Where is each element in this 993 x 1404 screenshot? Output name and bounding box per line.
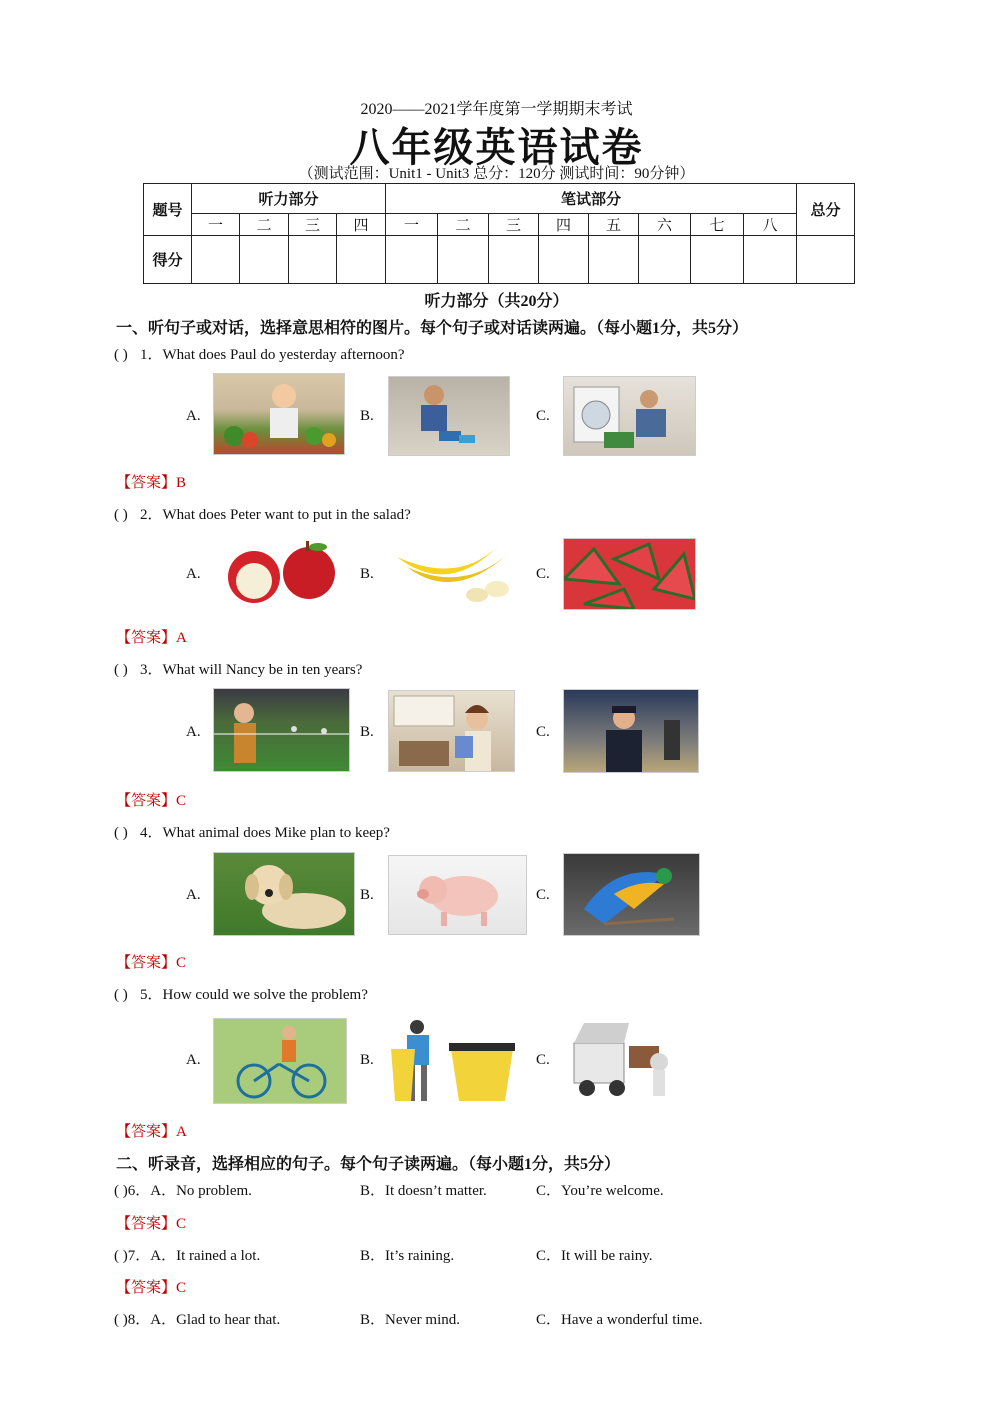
man-laundry-icon	[564, 377, 695, 455]
score-cell[interactable]	[797, 236, 855, 284]
picture-recycling[interactable]	[388, 1014, 520, 1104]
parrot-icon	[564, 854, 699, 935]
apple-icon	[214, 537, 344, 612]
section-2-title: 二、听录音，选择相应的句子。每个句子读两遍。（每小题1分，共5分）	[116, 1156, 621, 1173]
option-c-label: C.	[536, 408, 550, 424]
col-header: 六	[639, 214, 691, 236]
col-header: 五	[589, 214, 639, 236]
score-cell[interactable]	[744, 236, 797, 284]
picture-police[interactable]	[563, 689, 699, 773]
option-b-label: B.	[360, 408, 374, 424]
row-label-score: 得分	[144, 236, 192, 284]
score-cell[interactable]	[539, 236, 589, 284]
score-cell[interactable]	[192, 236, 240, 284]
score-cell[interactable]	[289, 236, 337, 284]
exam-info-line: （测试范围：Unit1 - Unit3 总分：120分 测试时间：90分钟）	[298, 166, 695, 182]
answer-6: 【答案】C	[116, 1216, 187, 1232]
picture-boy-sweeping[interactable]	[388, 376, 510, 456]
col-header: 三	[289, 214, 337, 236]
dog-icon	[214, 853, 354, 935]
answer-paren[interactable]: ( )	[114, 662, 128, 678]
question-7-option-a[interactable]: ( )7．A．It rained a lot.	[114, 1248, 261, 1264]
bicycle-icon	[214, 1019, 346, 1103]
picture-boy-cooking[interactable]	[213, 373, 345, 455]
question-7-option-b[interactable]: B．It’s raining.	[360, 1248, 455, 1264]
section-1-title: 一、听句子或对话，选择意思相符的图片。每个句子或对话读两遍。（每小题1分，共5分）	[116, 320, 749, 337]
answer-1: 【答案】B	[116, 475, 187, 491]
score-cell[interactable]	[691, 236, 744, 284]
question-8-option-b[interactable]: B．Never mind.	[360, 1312, 460, 1328]
question-8-option-a[interactable]: ( )8．A．Glad to hear that.	[114, 1312, 281, 1328]
picture-watermelon[interactable]	[563, 538, 696, 610]
picture-dog[interactable]	[213, 852, 355, 936]
listening-label: 听力部分	[192, 184, 386, 214]
col-header: 二	[438, 214, 489, 236]
boy-cooking-icon	[214, 374, 344, 454]
col-header: 二	[240, 214, 289, 236]
answer-paren[interactable]: ( )	[114, 987, 128, 1003]
option-a-label: A.	[186, 408, 201, 424]
exam-year-line: 2020——2021学年度第一学期期末考试	[360, 101, 633, 118]
score-table	[143, 183, 855, 284]
picture-moving-van[interactable]	[568, 1017, 690, 1104]
picture-bananas[interactable]	[388, 536, 522, 608]
question-text: 2．What does Peter want to put in the salad?	[140, 507, 411, 523]
score-cell[interactable]	[489, 236, 539, 284]
option-c-label: C.	[536, 566, 550, 582]
answer-7: 【答案】C	[116, 1280, 187, 1296]
question-2	[114, 503, 411, 524]
question-1	[114, 343, 405, 364]
question-text: 1．What does Paul do yesterday afternoon?	[140, 347, 405, 363]
question-6-option-b[interactable]: B．It doesn’t matter.	[360, 1183, 487, 1199]
question-7-option-c[interactable]: C．It will be rainy.	[536, 1248, 653, 1264]
picture-pig[interactable]	[388, 855, 527, 935]
recycle-bin-icon	[389, 1015, 519, 1103]
score-cell[interactable]	[589, 236, 639, 284]
watermelon-icon	[564, 539, 695, 609]
question-6-option-a[interactable]: ( )6．A．No problem.	[114, 1183, 252, 1199]
police-officer-icon	[564, 690, 698, 772]
banana-icon	[389, 537, 521, 607]
answer-paren[interactable]: ( )	[114, 347, 128, 363]
picture-man-laundry[interactable]	[563, 376, 696, 456]
question-4	[114, 821, 390, 842]
option-a-label: A.	[186, 566, 201, 582]
option-c-label: C.	[536, 724, 550, 740]
option-b-label: B.	[360, 887, 374, 903]
picture-cycling[interactable]	[213, 1018, 347, 1104]
question-text: 4．What animal does Mike plan to keep?	[140, 825, 390, 841]
option-a-label: A.	[186, 724, 201, 740]
col-header: 七	[691, 214, 744, 236]
question-8-option-c[interactable]: C．Have a wonderful time.	[536, 1312, 703, 1328]
question-5	[114, 983, 368, 1004]
col-header: 一	[386, 214, 438, 236]
reporter-icon	[214, 689, 349, 771]
pig-icon	[389, 856, 526, 934]
total-label: 总分	[797, 184, 855, 236]
row-label-question: 题号	[144, 184, 192, 236]
van-icon	[569, 1018, 689, 1103]
option-c-label: C.	[536, 887, 550, 903]
col-header: 四	[539, 214, 589, 236]
col-header: 三	[489, 214, 539, 236]
answer-paren[interactable]: ( )	[114, 825, 128, 841]
question-text: 5．How could we solve the problem?	[140, 987, 368, 1003]
score-cell[interactable]	[337, 236, 386, 284]
col-header: 一	[192, 214, 240, 236]
boy-sweeping-icon	[389, 377, 509, 455]
question-6-option-c[interactable]: C．You’re welcome.	[536, 1183, 664, 1199]
page-title: 八年级英语试卷	[349, 124, 644, 171]
answer-2: 【答案】A	[116, 630, 187, 646]
score-cell[interactable]	[438, 236, 489, 284]
score-cell[interactable]	[240, 236, 289, 284]
writing-label: 笔试部分	[386, 184, 797, 214]
col-header: 四	[337, 214, 386, 236]
option-a-label: A.	[186, 887, 201, 903]
score-cell[interactable]	[639, 236, 691, 284]
option-b-label: B.	[360, 724, 374, 740]
question-text: 3．What will Nancy be in ten years?	[140, 662, 363, 678]
option-b-label: B.	[360, 566, 374, 582]
picture-teacher[interactable]	[388, 690, 515, 772]
answer-4: 【答案】C	[116, 955, 187, 971]
option-a-label: A.	[186, 1052, 201, 1068]
col-header: 八	[744, 214, 797, 236]
option-c-label: C.	[536, 1052, 550, 1068]
teacher-icon	[389, 691, 514, 771]
picture-apples[interactable]	[213, 536, 345, 613]
question-3	[114, 658, 362, 679]
option-b-label: B.	[360, 1052, 374, 1068]
answer-5: 【答案】A	[116, 1124, 187, 1140]
score-cell[interactable]	[386, 236, 438, 284]
picture-parrot[interactable]	[563, 853, 700, 936]
answer-3: 【答案】C	[116, 793, 187, 809]
listening-section-header: 听力部分（共20分）	[424, 293, 569, 310]
picture-reporter[interactable]	[213, 688, 350, 772]
answer-paren[interactable]: ( )	[114, 507, 128, 523]
